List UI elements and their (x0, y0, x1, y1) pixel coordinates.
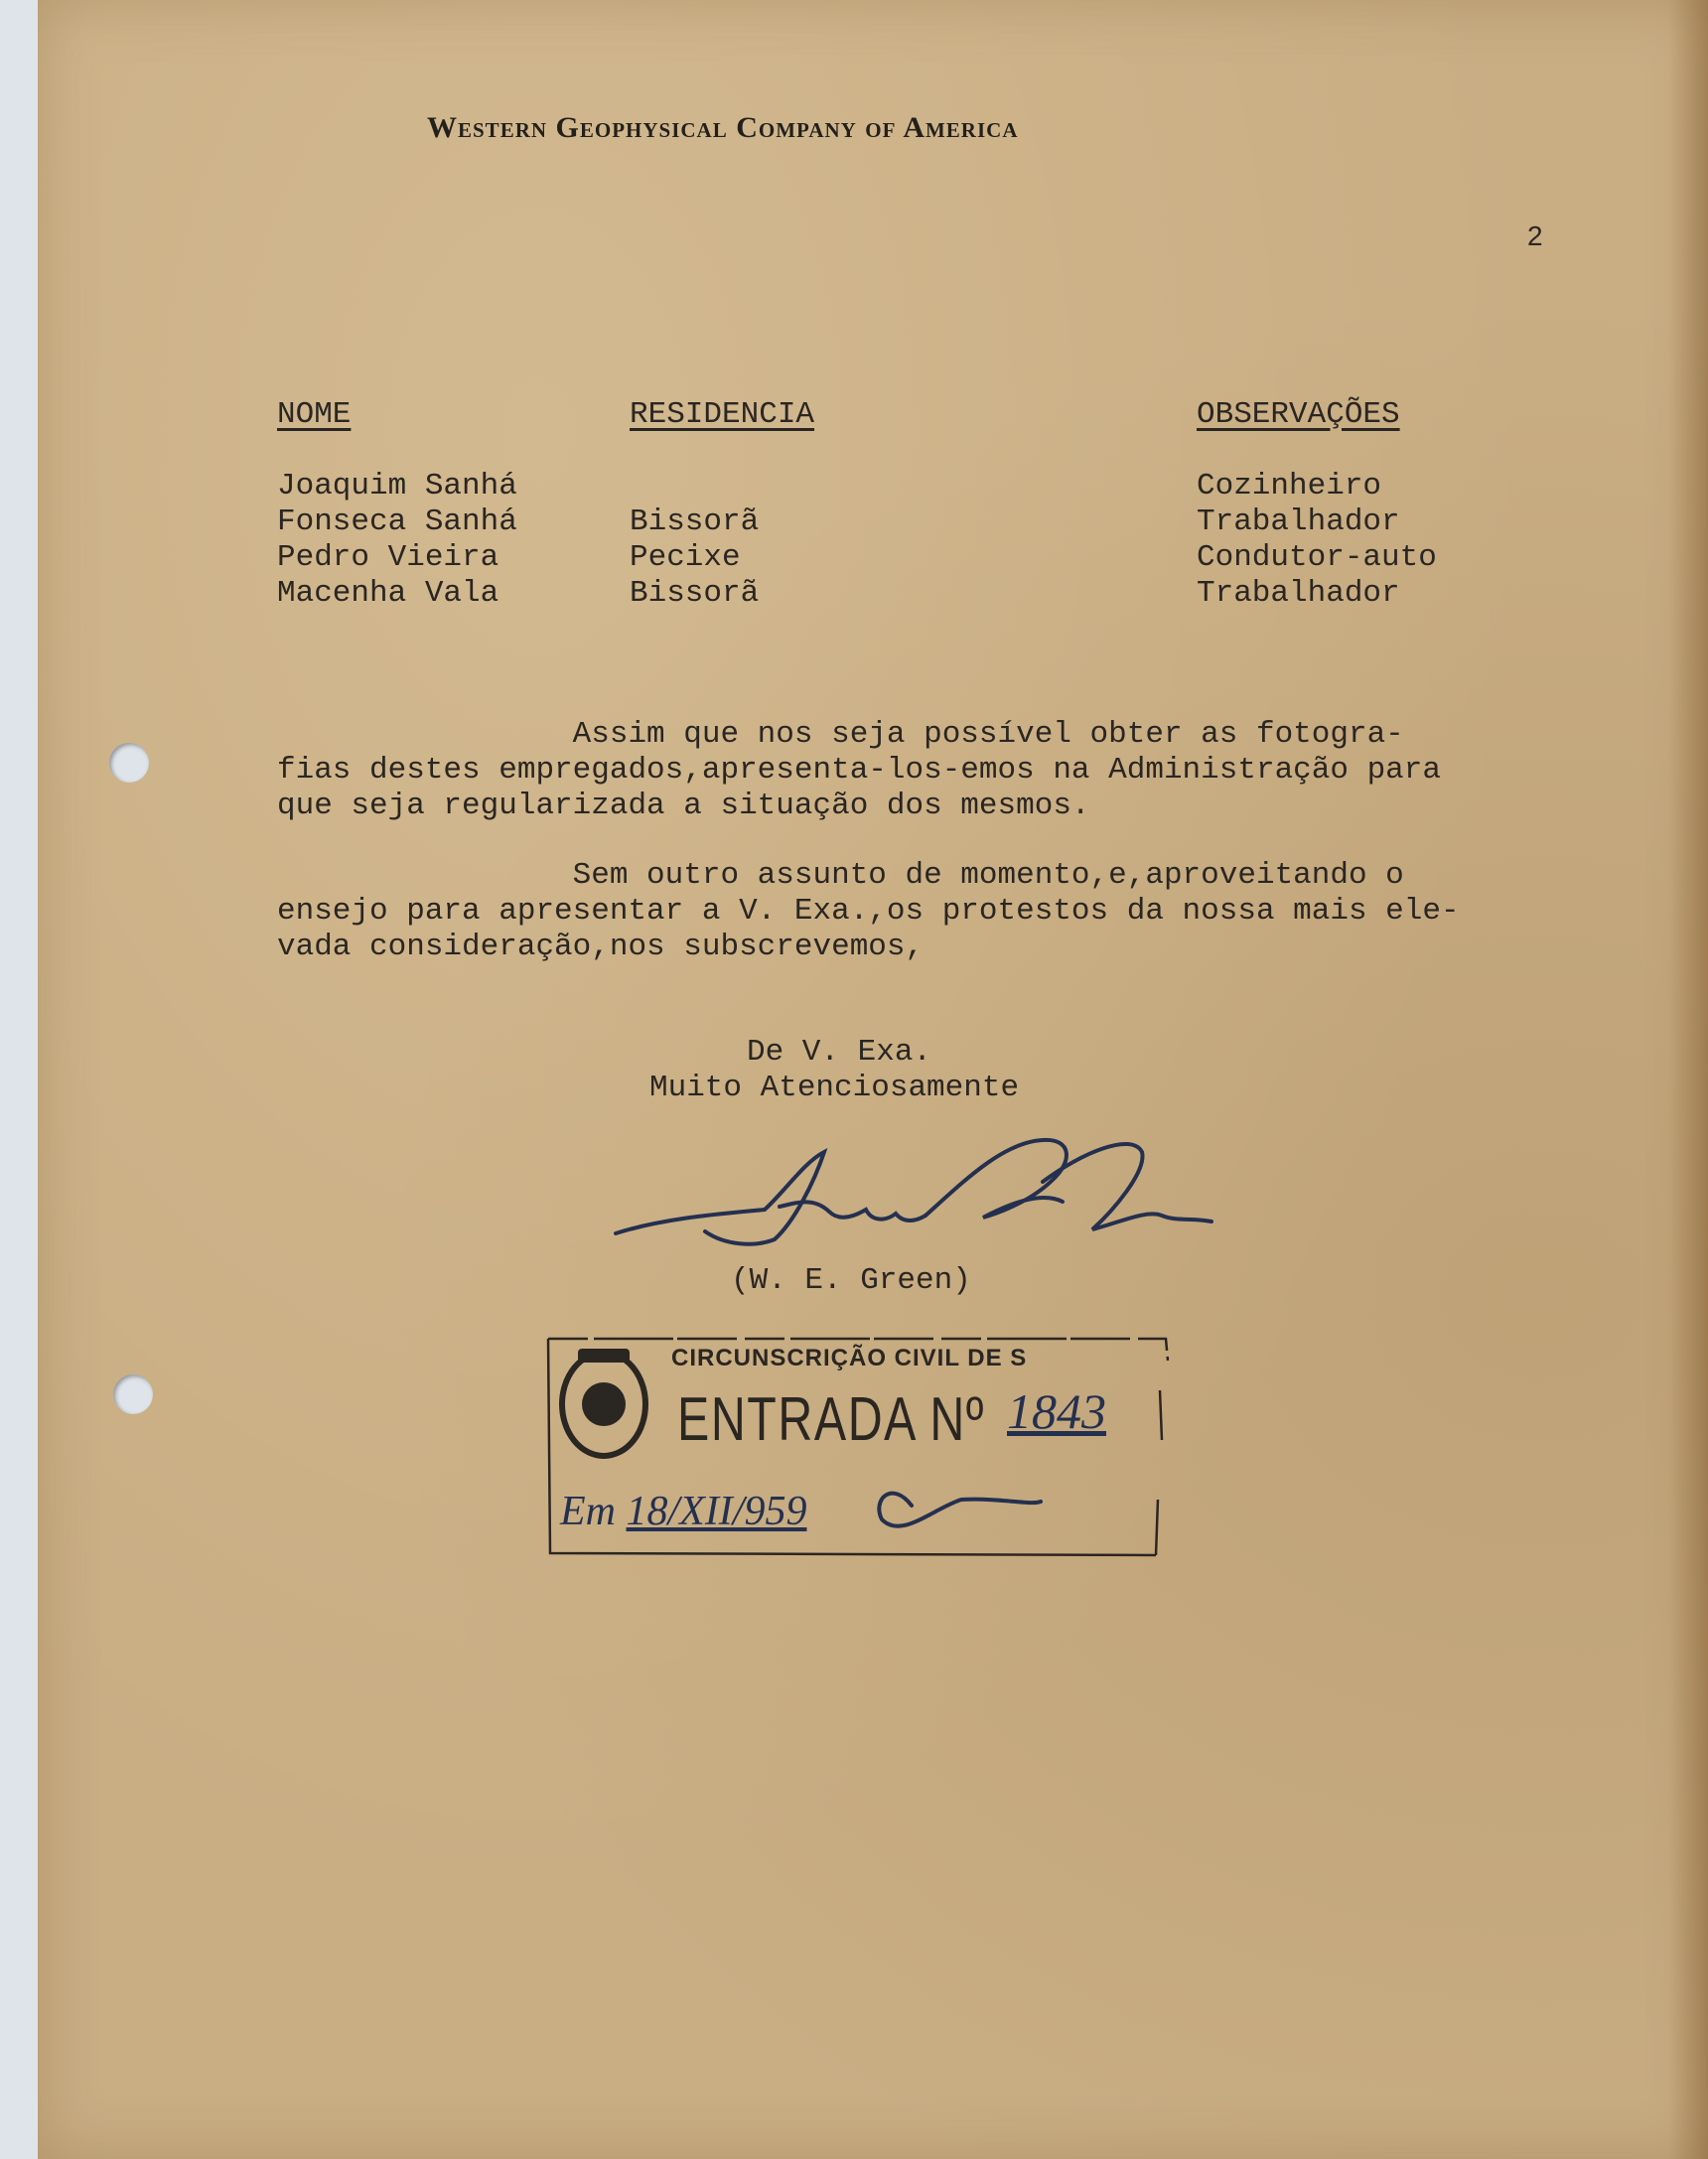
header-observacoes: OBSERVAÇÕES (1197, 397, 1400, 432)
row-nome: Joaquim Sanhá (277, 469, 517, 504)
stamp-header-text: CIRCUNSCRIÇÃO CIVIL DE S (671, 1345, 1028, 1371)
row-observacoes: Trabalhador (1197, 504, 1400, 539)
signatory-name: (W. E. Green) (731, 1263, 971, 1298)
row-residencia: Bissorã (630, 576, 760, 611)
entry-stamp (544, 1331, 1172, 1561)
paragraph-line: que seja regularizada a situação dos mesmos. (277, 789, 1090, 823)
row-observacoes: Cozinheiro (1197, 469, 1382, 504)
stamp-date-label: Em (560, 1489, 616, 1534)
paper-edge-shading (1668, 0, 1708, 2159)
row-residencia: Pecixe (630, 540, 741, 575)
stamp-entrada-label: ENTRADA Nº (677, 1385, 986, 1454)
header-nome: NOME (277, 397, 352, 432)
closing-line: De V. Exa. (747, 1035, 932, 1070)
paragraph-line: ensejo para apresentar a V. Exa.,os protestos da nossa mais ele- (277, 894, 1460, 929)
stamp-date-value: 18/XII/959 (626, 1489, 807, 1534)
row-nome: Macenha Vala (277, 576, 499, 611)
closing-line: Muito Atenciosamente (649, 1071, 1020, 1105)
paragraph-line: Assim que nos seja possível obter as fotogra- (277, 717, 1404, 752)
row-observacoes: Condutor-auto (1197, 540, 1437, 575)
row-residencia: Bissorã (630, 504, 760, 539)
page-number: 2 (1527, 220, 1543, 251)
stamp-entry-number: 1843 (1007, 1383, 1106, 1439)
row-nome: Fonseca Sanhá (277, 504, 517, 539)
row-observacoes: Trabalhador (1197, 576, 1400, 611)
paragraph-line: vada consideração,nos subscrevemos, (277, 930, 925, 964)
handwritten-signature (606, 1122, 1221, 1261)
punch-hole-bottom (113, 1374, 153, 1414)
row-nome: Pedro Vieira (277, 540, 499, 575)
punch-hole-top (109, 743, 149, 783)
header-residencia: RESIDENCIA (630, 397, 815, 432)
paragraph-line: fias destes empregados,apresenta-los-emos na Administração para (277, 753, 1441, 788)
stamp-date (560, 1488, 806, 1535)
letterhead: Western Geophysical Company of America (427, 111, 1019, 144)
paragraph-line: Sem outro assunto de momento,e,aproveitando o (277, 858, 1404, 893)
